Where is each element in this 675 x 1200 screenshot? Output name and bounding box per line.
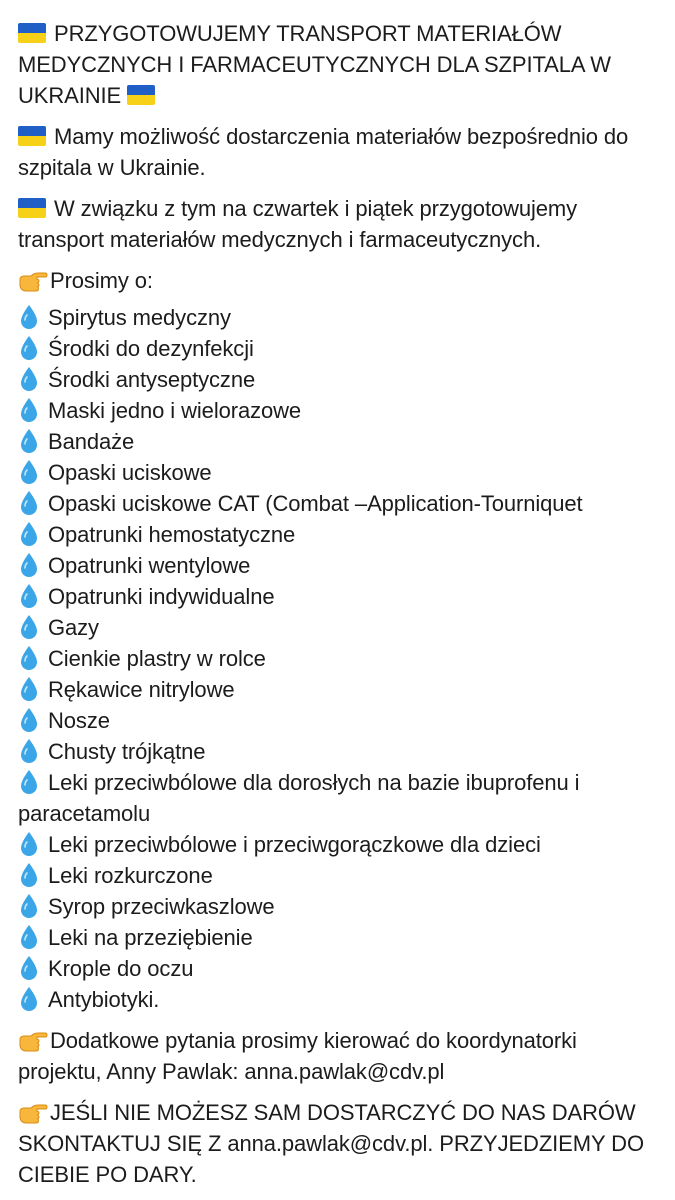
droplet-icon	[18, 583, 40, 609]
droplet-icon	[18, 893, 40, 919]
schedule-text: W związku z tym na czwartek i piątek przygotowujemy transport materiałów medycznych i farmaceutycznych.	[18, 196, 578, 252]
list-item-label: Leki rozkurczone	[48, 863, 213, 888]
list-item-label: Opaski uciskowe	[48, 460, 212, 485]
droplet-icon	[18, 676, 40, 702]
list-item	[18, 674, 665, 705]
list-item	[18, 395, 665, 426]
ukraine-flag-icon	[127, 85, 155, 105]
list-item-label: Maski jedno i wielorazowe	[48, 398, 302, 423]
droplet-icon	[18, 769, 40, 795]
questions-paragraph	[18, 1025, 665, 1087]
droplet-icon	[18, 738, 40, 764]
supply-list	[18, 302, 665, 1015]
list-item	[18, 860, 665, 891]
droplet-icon	[18, 397, 40, 423]
droplet-icon	[18, 490, 40, 516]
list-item-label: Rękawice nitrylowe	[48, 677, 235, 702]
list-item	[18, 705, 665, 736]
schedule-paragraph	[18, 193, 665, 255]
droplet-icon	[18, 955, 40, 981]
list-item	[18, 302, 665, 333]
list-item	[18, 519, 665, 550]
pickup-text: JEŚLI NIE MOŻESZ SAM DOSTARCZYĆ DO NAS DARÓW SKONTAKTUJ SIĘ Z anna.pawlak@cdv.pl. PRZYJEDZIEMY DO CIEBIE PO DARY.	[18, 1100, 644, 1187]
list-item	[18, 736, 665, 767]
list-item-label: Opatrunki indywidualne	[48, 584, 275, 609]
pointing-hand-icon	[18, 270, 48, 292]
headline-text: PRZYGOTOWUJEMY TRANSPORT MATERIAŁÓW MEDYCZNYCH I FARMACEUTYCZNYCH DLA SZPITALA W UKRAINIE	[18, 21, 611, 108]
ukraine-flag-icon	[18, 126, 46, 146]
droplet-icon	[18, 862, 40, 888]
droplet-icon	[18, 707, 40, 733]
request-intro-text: Prosimy o:	[50, 268, 153, 293]
list-item	[18, 953, 665, 984]
list-item-label: Opaski uciskowe CAT (Combat –Application-Tourniquet	[48, 491, 583, 516]
list-item	[18, 922, 665, 953]
droplet-icon	[18, 924, 40, 950]
list-item	[18, 333, 665, 364]
delivery-text: Mamy możliwość dostarczenia materiałów bezpośrednio do szpitala w Ukrainie.	[18, 124, 629, 180]
list-item	[18, 364, 665, 395]
list-item-label: Środki do dezynfekcji	[48, 336, 254, 361]
list-item-label: Nosze	[48, 708, 110, 733]
list-item-label: Syrop przeciwkaszlowe	[48, 894, 275, 919]
droplet-icon	[18, 521, 40, 547]
delivery-paragraph	[18, 121, 665, 183]
pointing-hand-icon	[18, 1030, 48, 1052]
list-item	[18, 829, 665, 860]
list-item	[18, 984, 665, 1015]
list-item-label: Leki na przeziębienie	[48, 925, 253, 950]
droplet-icon	[18, 614, 40, 640]
pickup-paragraph	[18, 1097, 665, 1190]
list-item-label: Antybiotyki.	[48, 987, 160, 1012]
ukraine-flag-icon	[18, 198, 46, 218]
droplet-icon	[18, 335, 40, 361]
list-item	[18, 581, 665, 612]
pointing-hand-icon	[18, 1102, 48, 1124]
list-item-label: Krople do oczu	[48, 956, 194, 981]
list-item-label: Środki antyseptyczne	[48, 367, 256, 392]
list-item-label: Bandaże	[48, 429, 135, 454]
list-item-label: Cienkie plastry w rolce	[48, 646, 266, 671]
ukraine-flag-icon	[18, 23, 46, 43]
droplet-icon	[18, 552, 40, 578]
droplet-icon	[18, 459, 40, 485]
list-item	[18, 457, 665, 488]
droplet-icon	[18, 645, 40, 671]
list-item-label: Opatrunki hemostatyczne	[48, 522, 296, 547]
droplet-icon	[18, 428, 40, 454]
droplet-icon	[18, 831, 40, 857]
droplet-icon	[18, 986, 40, 1012]
list-item-label: Leki przeciwbólowe dla dorosłych na bazie ibuprofenu i paracetamolu	[18, 770, 580, 826]
list-item-label: Chusty trójkątne	[48, 739, 206, 764]
list-item-label: Leki przeciwbólowe i przeciwgorączkowe dla dzieci	[48, 832, 541, 857]
list-item	[18, 550, 665, 581]
list-item	[18, 643, 665, 674]
questions-text: Dodatkowe pytania prosimy kierować do koordynatorki projektu, Anny Pawlak: anna.pawlak@cdv.pl	[18, 1028, 577, 1084]
list-item	[18, 488, 665, 519]
list-item-label: Opatrunki wentylowe	[48, 553, 251, 578]
list-item	[18, 891, 665, 922]
droplet-icon	[18, 304, 40, 330]
list-item-label: Gazy	[48, 615, 99, 640]
list-item-label: Spirytus medyczny	[48, 305, 231, 330]
list-item	[18, 426, 665, 457]
request-intro-paragraph	[18, 265, 665, 296]
list-item	[18, 612, 665, 643]
droplet-icon	[18, 366, 40, 392]
list-item	[18, 767, 665, 829]
headline-paragraph	[18, 18, 665, 111]
